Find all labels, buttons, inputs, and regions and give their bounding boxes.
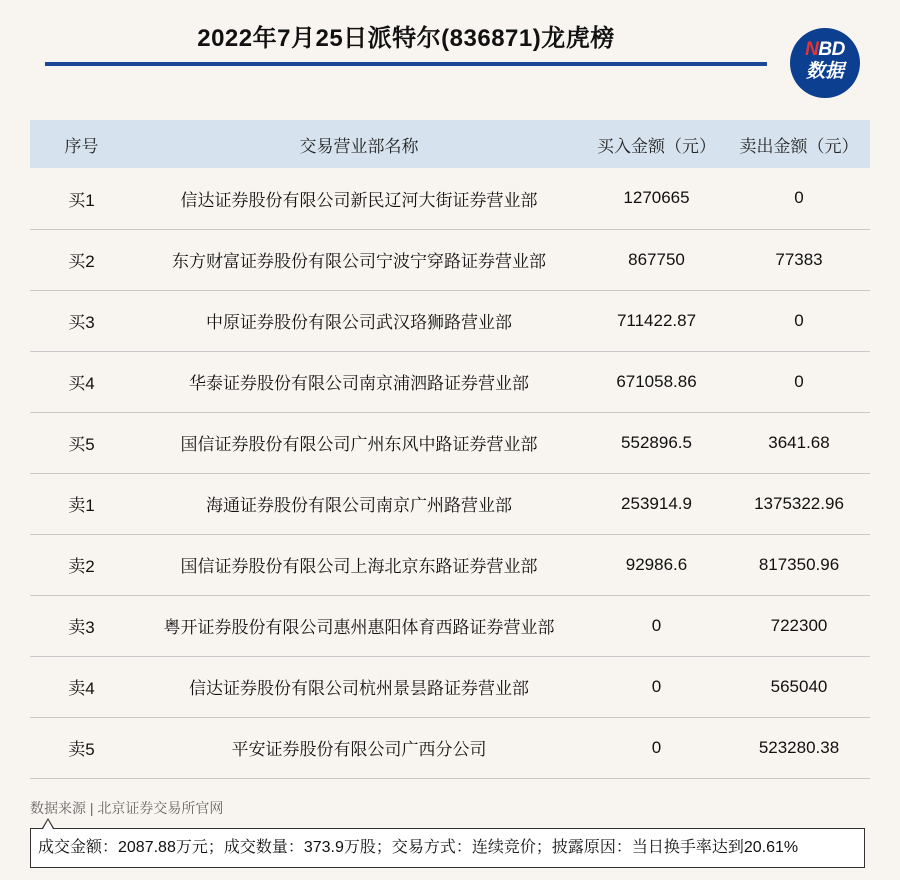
trade-summary-note: 成交金额：2087.88万元；成交数量：373.9万股；交易方式：连续竞价；披露原因：当日换手率达到20.61%	[30, 828, 865, 868]
buy-amount: 711422.87	[616, 310, 697, 330]
sell-amount: 523280.38	[758, 737, 840, 757]
table-row	[30, 290, 870, 351]
logo-n: N	[805, 39, 819, 60]
table-row	[30, 229, 870, 290]
buy-amount: 671058.86	[616, 371, 697, 391]
sell-amount: 817350.96	[758, 554, 840, 574]
branch-name: 海通证券股份有限公司南京广州路营业部	[206, 496, 512, 515]
buy-amount: 253914.9	[621, 493, 692, 513]
branch-name: 华泰证券股份有限公司南京浦泗路证券营业部	[189, 374, 529, 393]
branch-name: 东方财富证券股份有限公司宁波宁穿路证券营业部	[172, 252, 546, 271]
nbd-logo	[790, 28, 860, 98]
row-index: 卖5	[68, 740, 95, 759]
title-underline	[45, 62, 767, 66]
branch-name: 中原证券股份有限公司武汉珞狮路营业部	[206, 313, 512, 332]
header-index: 序号	[64, 136, 99, 156]
branch-name: 平安证券股份有限公司广西分公司	[231, 740, 487, 759]
sell-amount: 77383	[775, 249, 823, 269]
table-row	[30, 595, 870, 656]
row-index: 买3	[68, 313, 95, 332]
table-row	[30, 412, 870, 473]
sell-amount: 0	[794, 310, 804, 330]
branch-name: 国信证券股份有限公司上海北京东路证券营业部	[180, 557, 538, 576]
branch-name: 粤开证券股份有限公司惠州惠阳体育西路证券营业部	[163, 618, 555, 637]
data-source: 数据来源 | 北京证券交易所官网	[30, 800, 224, 816]
sell-amount: 1375322.96	[754, 493, 844, 513]
row-index: 买5	[68, 435, 95, 454]
table-row	[30, 351, 870, 412]
branch-name: 信达证券股份有限公司新民辽河大街证券营业部	[180, 190, 538, 210]
row-index: 卖1	[68, 496, 95, 515]
table-row	[30, 717, 870, 778]
ranking-table	[30, 120, 870, 779]
row-index: 买2	[68, 252, 95, 271]
table-row	[30, 656, 870, 717]
sell-amount: 0	[794, 188, 804, 208]
note-caret-inner	[43, 820, 53, 829]
branch-name: 信达证券股份有限公司杭州景昙路证券营业部	[189, 679, 529, 698]
table-row	[30, 534, 870, 595]
logo-line2: 数据	[805, 61, 844, 82]
row-index: 买1	[68, 190, 95, 210]
buy-amount: 0	[651, 676, 662, 696]
table-header-row	[30, 120, 870, 168]
row-index: 卖3	[68, 618, 95, 637]
row-index: 卖2	[68, 557, 95, 576]
buy-amount: 867750	[628, 249, 685, 269]
row-index: 卖4	[68, 679, 95, 698]
page-title: 2022年7月25日派特尔(836871)龙虎榜	[197, 25, 615, 52]
header-buy-amount: 买入金额（元）	[597, 136, 716, 156]
branch-name: 国信证券股份有限公司广州东风中路证券营业部	[180, 435, 538, 454]
sell-amount: 722300	[770, 615, 828, 635]
sell-amount: 0	[794, 371, 804, 391]
logo-bd: BD	[818, 39, 845, 60]
buy-amount: 92986.6	[625, 554, 688, 574]
buy-amount: 0	[651, 737, 662, 757]
sell-amount: 3641.68	[768, 432, 830, 452]
buy-amount: 0	[651, 615, 662, 635]
table-row	[30, 473, 870, 534]
logo-line1	[790, 40, 860, 60]
header-branch-name: 交易营业部名称	[299, 136, 419, 156]
table-row	[30, 168, 870, 229]
buy-amount: 552896.5	[621, 432, 692, 452]
buy-amount: 1270665	[623, 188, 690, 208]
row-index: 买4	[68, 374, 95, 393]
header-sell-amount: 卖出金额（元）	[739, 136, 859, 156]
sell-amount: 565040	[770, 676, 828, 696]
